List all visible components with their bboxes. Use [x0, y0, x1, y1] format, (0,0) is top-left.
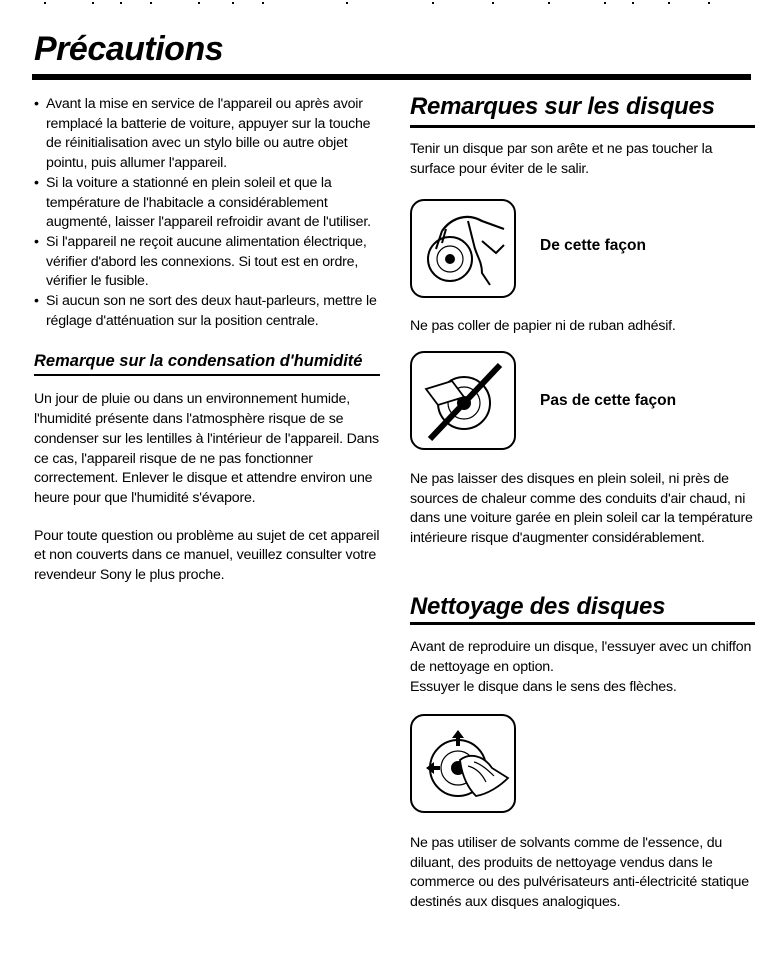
contact-text: Pour toute question ou problème au sujet de cet appareil et non couverts dans ce manuel, veuillez consulter votre revendeur Sony le plus proche.: [34, 527, 380, 584]
fig2-caption: Pas de cette façon: [540, 392, 677, 409]
fig1-caption: De cette façon: [540, 237, 646, 254]
list-item: • Si aucun son ne sort des deux haut-parleurs, mettre le réglage d'atténuation sur la position centrale.: [34, 292, 380, 331]
scan-marks: [0, 0, 784, 10]
condensation-rule: [34, 374, 380, 376]
list-item: • Avant la mise en service de l'appareil ou après avoir remplacé la batterie de voiture, appuyer sur la touche de réinitialisation avec un stylo bille ou autre objet pointu, puis allumer l'appareil.: [34, 95, 380, 174]
precautions-list: [34, 95, 380, 331]
hand-holding-disc-icon: [410, 199, 516, 298]
disc-cleaning-cloth-icon: [410, 714, 516, 813]
disc-handling-text: Tenir un disque par son arête et ne pas toucher la surface pour éviter de le salir.: [410, 141, 713, 177]
cleaning-text-2: Essuyer le disque dans le sens des flèches.: [410, 679, 677, 695]
list-item: • Si l'appareil ne reçoit aucune alimentation électrique, vérifier d'abord les connexions. Si tout est en ordre, vérifier le fusible.: [34, 233, 380, 292]
condensation-text: Un jour de pluie ou dans un environnement humide, l'humidité présente dans l'atmosphère risque de se condenser sur les lentilles à l'intérieur de l'appareil. Dans ce cas, l'appareil risque de ne pas fonctionner correctement. Enlever le disque et attendre environ une heure pour que l'humidité s'évapore.: [34, 391, 379, 506]
cleaning-heading: Nettoyage des disques: [410, 593, 666, 620]
left-column: [34, 95, 380, 586]
right-column: [410, 92, 755, 911]
no-tape-text: Ne pas coller de papier ni de ruban adhésif.: [410, 318, 676, 334]
list-item: • Si la voiture a stationné en plein soleil et que la température de l'habitacle a considérablement augmenté, laisser l'appareil refroidir avant de l'utiliser.: [34, 174, 380, 233]
disc-with-tape-crossed-out-icon: [410, 351, 516, 450]
title-rule: [32, 74, 751, 80]
disc-notes-heading: Remarques sur les disques: [410, 93, 715, 120]
page-title: Précautions: [34, 30, 224, 68]
no-solvents-text: Ne pas utiliser de solvants comme de l'essence, du diluant, des produits de nettoyage vendus dans le commerce ou des pulvérisateurs anti-électricité statique destinés aux disques analogiques.: [410, 835, 749, 911]
cleaning-rule: [410, 622, 755, 625]
heat-warning-text: Ne pas laisser des disques en plein soleil, ni près de sources de chaleur comme des conduits d'air chaud, ni dans une voiture garée en plein soleil car la température intérieure risque d'augmenter considérablement.: [410, 471, 753, 547]
cleaning-text-1: Avant de reproduire un disque, l'essuyer avec un chiffon de nettoyage en option.: [410, 639, 752, 675]
condensation-heading: Remarque sur la condensation d'humidité: [34, 352, 363, 371]
disc-notes-rule: [410, 125, 755, 128]
